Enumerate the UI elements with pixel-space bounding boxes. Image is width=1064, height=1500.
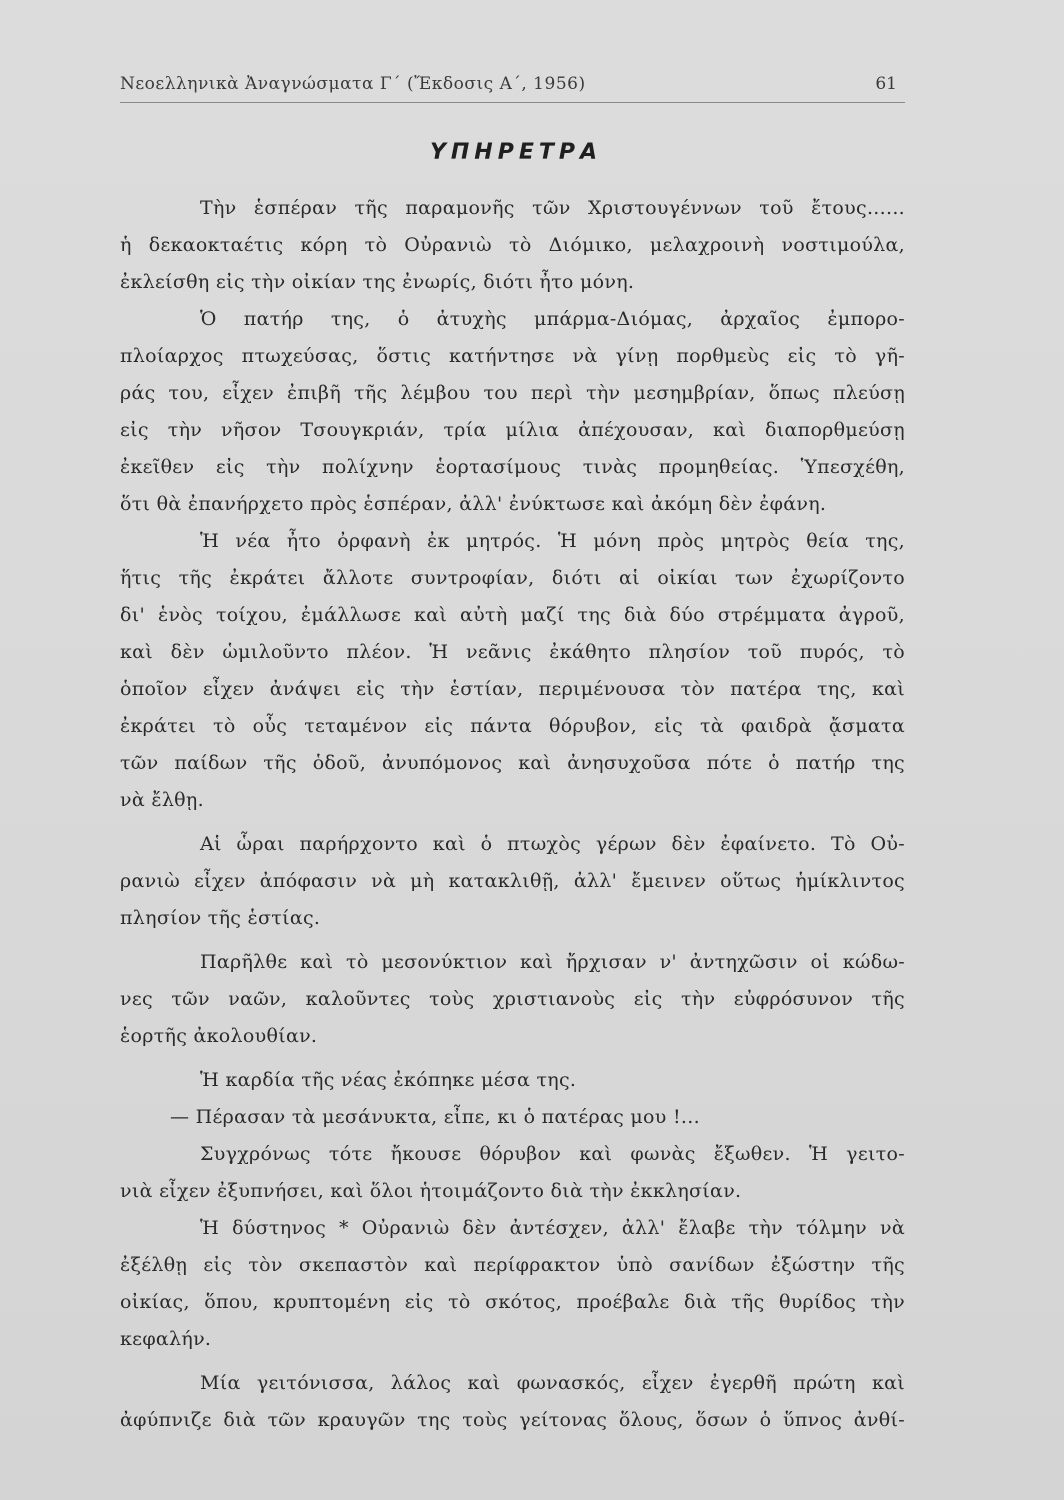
text-line: νες τῶν ναῶν, καλοῦντες τοὺς χριστιανοὺς εἰς τὴν εὐφρόσυνον τῆς — [120, 988, 905, 1010]
text-line: ἐκλείσθη εἰς τὴν οἰκίαν της ἐνωρίς, διότι ἦτο μόνη. — [120, 271, 635, 293]
text-line: ράς του, εἶχεν ἐπιβῆ τῆς λέμβου του περὶ τὴν μεσημβρίαν, ὅπως πλεύσῃ — [120, 382, 905, 404]
running-title: Νεοελληνικὰ Ἀναγνώσματα Γ΄ (Ἔκδοσις Α΄, 1956) — [120, 74, 586, 94]
text-line: Αἱ ὧραι παρήρχοντο καὶ ὁ πτωχὸς γέρων δὲν ἐφαίνετο. Τὸ Οὐ- — [200, 833, 905, 855]
text-line: δι' ἑνὸς τοίχου, ἐμάλλωσε καὶ αὐτὴ μαζί της διὰ δύο στρέμματα ἀγροῦ, — [120, 604, 905, 626]
text-line: ὅτι θὰ ἐπανήρχετο πρὸς ἑσπέραν, ἀλλ' ἐνύκτωσε καὶ ἀκόμη δὲν ἐφάνη. — [120, 493, 827, 515]
paragraph-gap — [120, 1055, 905, 1062]
text-line: Μία γειτόνισσα, λάλος καὶ φωνασκός, εἶχεν ἐγερθῆ πρώτη καὶ — [200, 1372, 905, 1394]
text-line: ἐκράτει τὸ οὖς τεταμένον εἰς πάντα θόρυβον, εἰς τὰ φαιδρὰ ᾄσματα — [120, 715, 905, 737]
text-line: ἐξέλθῃ εἰς τὸν σκεπαστὸν καὶ περίφρακτον ὑπὸ σανίδων ἐξώστην τῆς — [120, 1254, 905, 1276]
text-line: οἰκίας, ὅπου, κρυπτομένη εἰς τὸ σκότος, προέβαλε διὰ τῆς θυρίδος τὴν — [120, 1291, 905, 1313]
text-line: ἑορτῆς ἀκολουθίαν. — [120, 1025, 318, 1047]
dialogue-line: — Πέρασαν τὰ μεσάνυκτα, εἶπε, κι ὁ πατέρας μου !... — [170, 1106, 700, 1128]
text-line: εἰς τὴν νῆσον Τσουγκριάν, τρία μίλια ἀπέχουσαν, καὶ διαπορθμεύσῃ — [120, 419, 905, 441]
text-line: Ἡ καρδία τῆς νέας ἐκόπηκε μέσα της. — [200, 1069, 577, 1091]
chapter-title: ΥΠΗΡΕΤΡΑ — [429, 140, 603, 165]
paragraph-gap — [120, 819, 905, 826]
text-line: νιὰ εἶχεν ἐξυπνήσει, καὶ ὅλοι ἡτοιμάζοντο διὰ τὴν ἐκκλησίαν. — [120, 1180, 742, 1202]
text-line: ἡ δεκαοκταέτις κόρη τὸ Οὐρανιὼ τὸ Διόμικο, μελαχροινὴ νοστιμούλα, — [120, 234, 905, 256]
text-line: ὁποῖον εἶχεν ἀνάψει εἰς τὴν ἑστίαν, περιμένουσα τὸν πατέρα της, καὶ — [120, 678, 905, 700]
paragraph-gap — [120, 937, 905, 944]
paragraph-gap — [120, 1358, 905, 1365]
text-line: ἥτις τῆς ἐκράτει ἄλλοτε συντροφίαν, διότι αἱ οἰκίαι των ἐχωρίζοντο — [120, 567, 905, 589]
text-line: Παρῆλθε καὶ τὸ μεσονύκτιον καὶ ἤρχισαν ν' ἀντηχῶσιν οἱ κώδω- — [200, 951, 905, 973]
text-line: Ἡ νέα ἦτο ὀρφανὴ ἐκ μητρός. Ἡ μόνη πρὸς μητρὸς θεία της, — [200, 530, 905, 552]
body-text — [120, 190, 905, 1439]
text-line: Ἡ δύστηνος * Οὐρανιὼ δὲν ἀντέσχεν, ἀλλ' ἔλαβε τὴν τόλμην νὰ — [200, 1217, 905, 1239]
text-line: νὰ ἔλθῃ. — [120, 789, 204, 811]
text-line: Ὁ πατήρ της, ὁ ἀτυχὴς μπάρμα-Διόμας, ἀρχαῖος ἐμπορο- — [200, 308, 905, 330]
text-line: καὶ δὲν ὡμιλοῦντο πλέον. Ἡ νεᾶνις ἐκάθητο πλησίον τοῦ πυρός, τὸ — [120, 641, 905, 663]
running-header — [120, 70, 905, 102]
text-line: ἐκεῖθεν εἰς τὴν πολίχνην ἑορτασίμους τινὰς προμηθείας. Ὑπεσχέθη, — [120, 456, 905, 478]
header-rule — [120, 102, 905, 103]
text-line: κεφαλήν. — [120, 1328, 212, 1350]
text-line: πλησίον τῆς ἑστίας. — [120, 907, 321, 929]
text-line: τῶν παίδων τῆς ὁδοῦ, ἀνυπόμονος καὶ ἀνησυχοῦσα πότε ὁ πατήρ της — [120, 752, 905, 774]
text-line: Συγχρόνως τότε ἤκουσε θόρυβον καὶ φωνὰς ἔξωθεν. Ἡ γειτο- — [200, 1143, 905, 1165]
text-line: ρανιὼ εἶχεν ἀπόφασιν νὰ μὴ κατακλιθῇ, ἀλλ' ἔμεινεν οὕτως ἡμίκλιντος — [120, 870, 905, 892]
text-line: ἀφύπνιζε διὰ τῶν κραυγῶν της τοὺς γείτονας ὅλους, ὅσων ὁ ὕπνος ἀνθί- — [120, 1409, 905, 1431]
text-line: πλοίαρχος πτωχεύσας, ὅστις κατήντησε νὰ γίνῃ πορθμεὺς εἰς τὸ γῆ- — [120, 345, 905, 367]
text-line: Τὴν ἑσπέραν τῆς παραμονῆς τῶν Χριστουγέννων τοῦ ἔτους...... — [200, 197, 905, 219]
page-number: 61 — [875, 74, 897, 94]
